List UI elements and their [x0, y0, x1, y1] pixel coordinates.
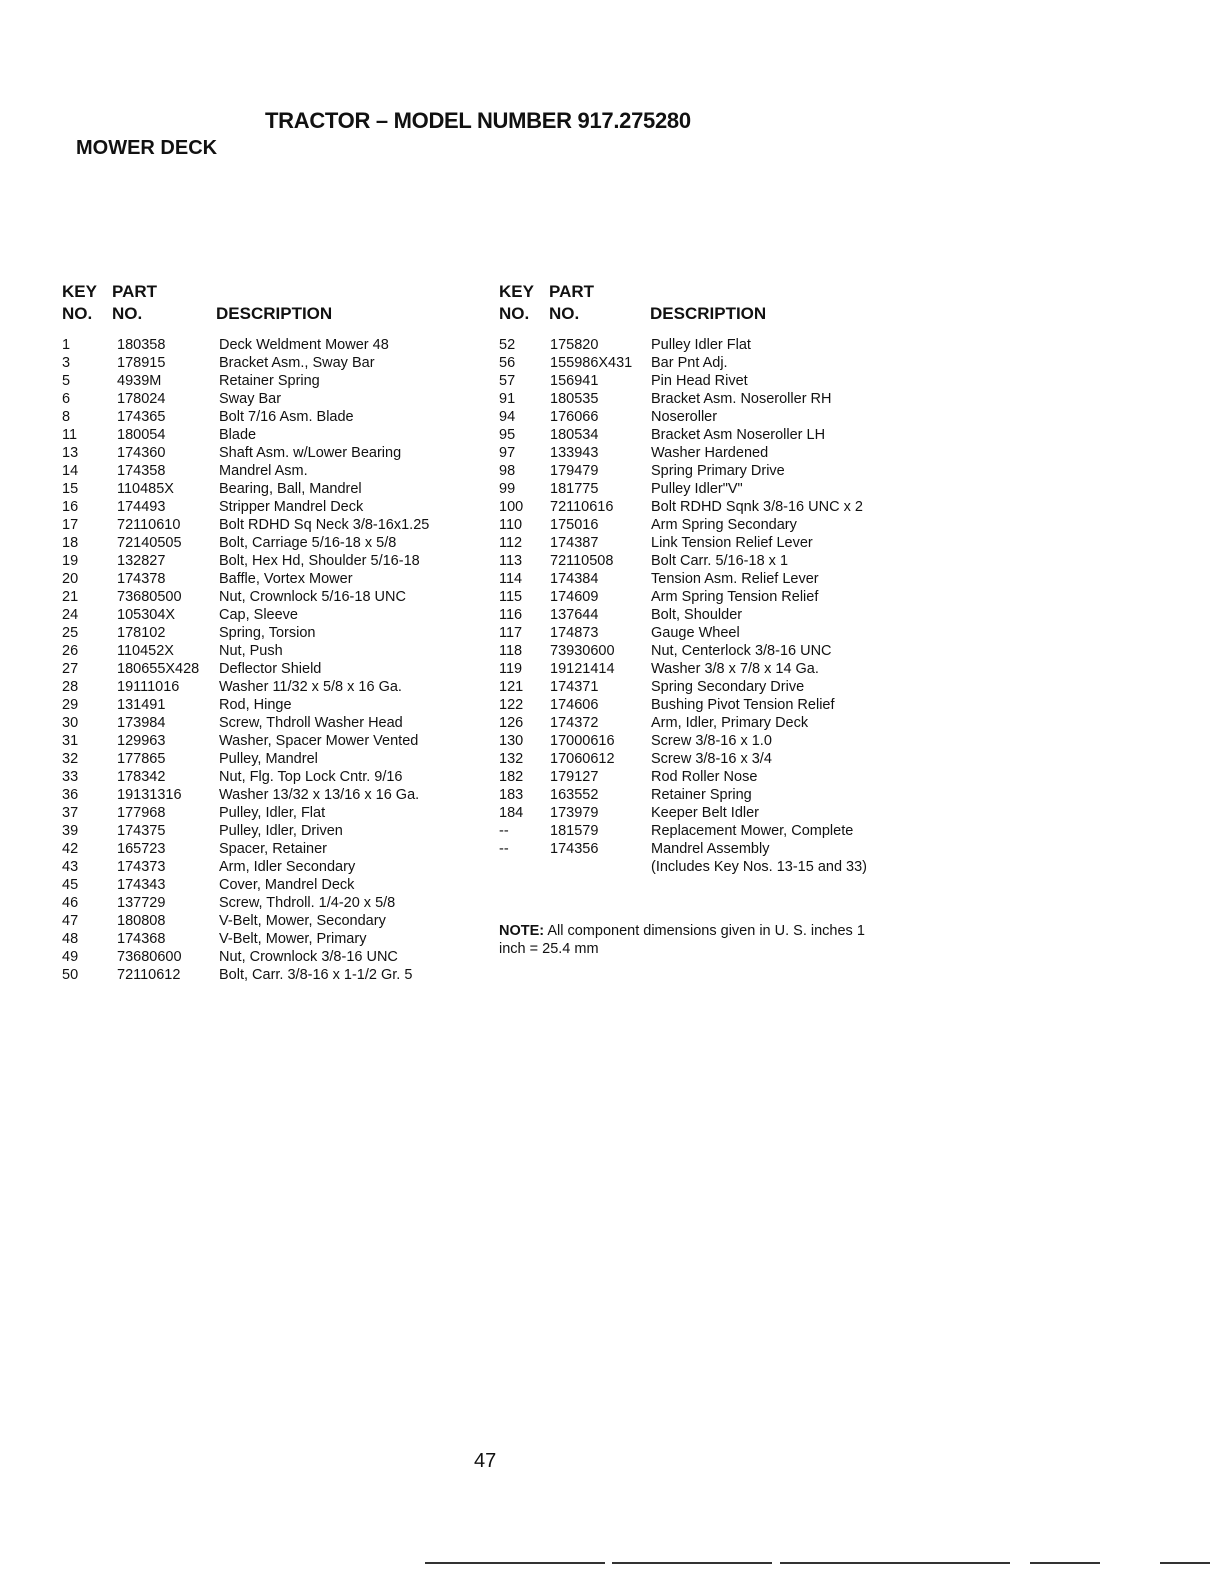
part-number: 173984: [117, 715, 166, 731]
key-number: 5: [62, 373, 71, 389]
key-number: 117: [499, 625, 523, 641]
part-number: 17000616: [550, 733, 615, 749]
page-number: 47: [474, 1450, 497, 1472]
part-number: 72140505: [117, 535, 182, 551]
footer-rule: [612, 1562, 772, 1564]
part-description: Washer 13/32 x 13/16 x 16 Ga.: [219, 787, 420, 803]
part-number: 174368: [117, 931, 166, 947]
part-description: Tension Asm. Relief Lever: [651, 571, 819, 587]
part-description: Cap, Sleeve: [219, 607, 298, 623]
part-description: Replacement Mower, Complete: [651, 823, 854, 839]
part-description: Spacer, Retainer: [219, 841, 328, 857]
key-number: --: [499, 823, 509, 839]
key-number: 16: [62, 499, 79, 515]
part-number: 110485X: [117, 481, 174, 497]
key-number: 47: [62, 913, 79, 929]
part-number: 155986X431: [550, 355, 633, 371]
key-number: --: [499, 841, 509, 857]
part-description: Nut, Crownlock 5/16-18 UNC: [219, 589, 406, 605]
part-description: Deck Weldment Mower 48: [219, 337, 389, 353]
part-number: 180808: [117, 913, 166, 929]
part-description: Bolt RDHD Sqnk 3/8-16 UNC x 2: [651, 499, 863, 515]
part-number: 181775: [550, 481, 599, 497]
part-number: 72110616: [550, 499, 614, 515]
part-number: 174609: [550, 589, 599, 605]
part-description: Screw, Thdroll Washer Head: [219, 715, 403, 731]
part-description: Arm, Idler Secondary: [219, 859, 356, 875]
part-header-line2: NO.: [549, 304, 580, 323]
part-description: Shaft Asm. w/Lower Bearing: [219, 445, 402, 461]
key-number: 43: [62, 859, 79, 875]
part-description: Arm Spring Secondary: [651, 517, 797, 533]
part-number: 177968: [117, 805, 166, 821]
part-number: 133943: [550, 445, 599, 461]
part-description: Sway Bar: [219, 391, 282, 407]
key-header-line1: KEY: [499, 282, 534, 301]
part-description: Pulley Idler Flat: [651, 337, 751, 353]
part-description: Bolt, Hex Hd, Shoulder 5/16-18: [219, 553, 420, 569]
key-number: 115: [499, 589, 523, 605]
part-number: 4939M: [117, 373, 162, 389]
key-number: 42: [62, 841, 79, 857]
part-number: 174365: [117, 409, 166, 425]
key-number: 30: [62, 715, 79, 731]
part-number: 73680500: [117, 589, 182, 605]
part-number: 174371: [550, 679, 599, 695]
part-number: 137729: [117, 895, 166, 911]
part-number: 178342: [117, 769, 166, 785]
key-number: 184: [499, 805, 524, 821]
part-number: 19131316: [117, 787, 182, 803]
part-number: 178102: [117, 625, 166, 641]
part-number: 180655X428: [117, 661, 200, 677]
part-description: Mandrel Asm.: [219, 463, 308, 479]
part-number: 174373: [117, 859, 166, 875]
key-number: 98: [499, 463, 516, 479]
key-number: 17: [62, 517, 79, 533]
part-description: (Includes Key Nos. 13-15 and 33): [651, 859, 868, 875]
part-number: 174493: [117, 499, 166, 515]
part-description: Gauge Wheel: [651, 625, 740, 641]
part-number: 174372: [550, 715, 599, 731]
part-description: Nut, Centerlock 3/8-16 UNC: [651, 643, 832, 659]
part-number: 175820: [550, 337, 599, 353]
part-number: 174356: [550, 841, 599, 857]
part-number: 19121414: [550, 661, 615, 677]
part-description: Pulley, Mandrel: [219, 751, 318, 767]
part-description: Washer, Spacer Mower Vented: [219, 733, 419, 749]
key-number: 52: [499, 337, 516, 353]
key-number: 113: [499, 553, 523, 569]
key-number: 21: [62, 589, 79, 605]
key-number: 32: [62, 751, 79, 767]
part-description: Keeper Belt Idler: [651, 805, 760, 821]
dimension-note: [499, 922, 879, 958]
part-description: Retainer Spring: [651, 787, 752, 803]
part-number: 174387: [550, 535, 599, 551]
part-number: 174606: [550, 697, 599, 713]
key-number: 116: [499, 607, 523, 623]
section-title: MOWER DECK: [76, 137, 218, 159]
key-number: 46: [62, 895, 79, 911]
part-number: 72110610: [117, 517, 181, 533]
key-number: 27: [62, 661, 79, 677]
part-number: 73680600: [117, 949, 182, 965]
key-number: 183: [499, 787, 524, 803]
part-number: 105304X: [117, 607, 176, 623]
part-description: Bushing Pivot Tension Relief: [651, 697, 835, 713]
key-number: 56: [499, 355, 516, 371]
part-description: Washer 11/32 x 5/8 x 16 Ga.: [219, 679, 402, 695]
part-number: 175016: [550, 517, 599, 533]
part-number: 174384: [550, 571, 599, 587]
key-number: 36: [62, 787, 79, 803]
part-number: 137644: [550, 607, 599, 623]
key-header-line1: KEY: [62, 282, 97, 301]
key-number: 182: [499, 769, 524, 785]
part-number: 179479: [550, 463, 599, 479]
part-description: Noseroller: [651, 409, 718, 425]
part-number: 110452X: [117, 643, 174, 659]
part-number: 174378: [117, 571, 166, 587]
part-description: Spring, Torsion: [219, 625, 316, 641]
part-description: Screw 3/8-16 x 1.0: [651, 733, 772, 749]
key-number: 15: [62, 481, 79, 497]
part-description: Bolt RDHD Sq Neck 3/8-16x1.25: [219, 517, 430, 533]
part-number: 72110612: [117, 967, 181, 983]
part-description: V-Belt, Mower, Primary: [219, 931, 367, 947]
part-number: 173979: [550, 805, 599, 821]
description-header: DESCRIPTION: [650, 304, 767, 323]
key-number: 57: [499, 373, 516, 389]
part-description: Bracket Asm., Sway Bar: [219, 355, 375, 371]
part-description: Link Tension Relief Lever: [651, 535, 813, 551]
part-number: 174375: [117, 823, 166, 839]
part-number: 178915: [117, 355, 166, 371]
key-number: 48: [62, 931, 79, 947]
part-description: Bolt Carr. 5/16-18 x 1: [651, 553, 789, 569]
part-description: Nut, Crownlock 3/8-16 UNC: [219, 949, 398, 965]
part-description: Rod Roller Nose: [651, 769, 758, 785]
part-description: Washer 3/8 x 7/8 x 14 Ga.: [651, 661, 819, 677]
part-description: Cover, Mandrel Deck: [219, 877, 355, 893]
part-number: 174873: [550, 625, 599, 641]
key-number: 29: [62, 697, 79, 713]
part-description: Bearing, Ball, Mandrel: [219, 481, 362, 497]
key-number: 11: [62, 427, 78, 443]
key-number: 99: [499, 481, 516, 497]
part-number: 174360: [117, 445, 166, 461]
part-number: 72110508: [550, 553, 614, 569]
key-number: 31: [62, 733, 79, 749]
part-description: Bolt 7/16 Asm. Blade: [219, 409, 354, 425]
key-number: 121: [499, 679, 524, 695]
description-header: DESCRIPTION: [216, 304, 333, 323]
key-number: 39: [62, 823, 79, 839]
key-number: 33: [62, 769, 79, 785]
key-number: 126: [499, 715, 524, 731]
key-number: 45: [62, 877, 79, 893]
footer-rule: [780, 1562, 1010, 1564]
key-number: 50: [62, 967, 79, 983]
part-number: 132827: [117, 553, 166, 569]
part-number: 178024: [117, 391, 166, 407]
part-number: 129963: [117, 733, 166, 749]
part-number: 156941: [550, 373, 599, 389]
key-number: 49: [62, 949, 79, 965]
key-header-line2: NO.: [499, 304, 530, 323]
part-description: Bolt, Shoulder: [651, 607, 743, 623]
key-number: 18: [62, 535, 79, 551]
key-number: 114: [499, 571, 523, 587]
part-description: Mandrel Assembly: [651, 841, 770, 857]
part-number: 176066: [550, 409, 599, 425]
part-number: 179127: [550, 769, 599, 785]
key-number: 100: [499, 499, 524, 515]
part-number: 177865: [117, 751, 166, 767]
part-header-line1: PART: [549, 282, 595, 301]
part-description: Pin Head Rivet: [651, 373, 748, 389]
footer-rule: [425, 1562, 605, 1564]
key-number: 20: [62, 571, 79, 587]
part-header-line2: NO.: [112, 304, 143, 323]
part-description: Bracket Asm Noseroller LH: [651, 427, 826, 443]
part-description: Spring Primary Drive: [651, 463, 785, 479]
part-description: Stripper Mandrel Deck: [219, 499, 364, 515]
part-description: Spring Secondary Drive: [651, 679, 805, 695]
part-header-line1: PART: [112, 282, 158, 301]
note-label: NOTE:: [499, 923, 545, 939]
note-text: All component dimensions given in U. S. inches 1 inch = 25.4 mm: [499, 923, 865, 957]
key-number: 119: [499, 661, 523, 677]
page-title: TRACTOR – MODEL NUMBER 917.275280: [265, 108, 691, 133]
key-number: 24: [62, 607, 79, 623]
part-number: 165723: [117, 841, 166, 857]
part-description: Washer Hardened: [651, 445, 769, 461]
key-number: 97: [499, 445, 516, 461]
part-description: Bar Pnt Adj.: [651, 355, 728, 371]
part-description: Bolt, Carriage 5/16-18 x 5/8: [219, 535, 397, 551]
key-number: 19: [62, 553, 79, 569]
part-description: Rod, Hinge: [219, 697, 292, 713]
key-number: 132: [499, 751, 524, 767]
part-description: Screw 3/8-16 x 3/4: [651, 751, 772, 767]
key-number: 118: [499, 643, 523, 659]
part-description: Screw, Thdroll. 1/4-20 x 5/8: [219, 895, 396, 911]
key-number: 28: [62, 679, 79, 695]
part-description: Nut, Flg. Top Lock Cntr. 9/16: [219, 769, 403, 785]
key-number: 94: [499, 409, 516, 425]
part-description: Baffle, Vortex Mower: [219, 571, 353, 587]
key-number: 6: [62, 391, 71, 407]
part-description: Blade: [219, 427, 257, 443]
part-description: Bracket Asm. Noseroller RH: [651, 391, 832, 407]
part-description: Bolt, Carr. 3/8-16 x 1-1/2 Gr. 5: [219, 967, 413, 983]
part-number: 73930600: [550, 643, 615, 659]
key-header-line2: NO.: [62, 304, 93, 323]
part-number: 19111016: [117, 679, 180, 695]
key-number: 3: [62, 355, 71, 371]
key-number: 13: [62, 445, 79, 461]
part-number: 180535: [550, 391, 599, 407]
key-number: 91: [499, 391, 516, 407]
part-description: V-Belt, Mower, Secondary: [219, 913, 386, 929]
footer-rule: [1030, 1562, 1100, 1564]
part-number: 131491: [117, 697, 166, 713]
part-description: Arm, Idler, Primary Deck: [651, 715, 809, 731]
key-number: 95: [499, 427, 516, 443]
key-number: 14: [62, 463, 79, 479]
key-number: 112: [499, 535, 523, 551]
key-number: 110: [499, 517, 523, 533]
key-number: 26: [62, 643, 79, 659]
key-number: 8: [62, 409, 71, 425]
part-number: 174343: [117, 877, 166, 893]
key-number: 25: [62, 625, 79, 641]
part-description: Pulley Idler"V": [651, 481, 743, 497]
part-number: 181579: [550, 823, 599, 839]
part-description: Pulley, Idler, Flat: [219, 805, 326, 821]
key-number: 37: [62, 805, 79, 821]
key-number: 130: [499, 733, 524, 749]
part-description: Nut, Push: [219, 643, 283, 659]
part-description: Deflector Shield: [219, 661, 322, 677]
part-number: 174358: [117, 463, 166, 479]
part-number: 180054: [117, 427, 166, 443]
part-number: 17060612: [550, 751, 615, 767]
part-number: 163552: [550, 787, 599, 803]
footer-rule: [1160, 1562, 1210, 1564]
key-number: 122: [499, 697, 524, 713]
part-description: Retainer Spring: [219, 373, 320, 389]
part-description: Arm Spring Tension Relief: [651, 589, 819, 605]
part-description: Pulley, Idler, Driven: [219, 823, 343, 839]
part-number: 180358: [117, 337, 166, 353]
part-number: 180534: [550, 427, 599, 443]
key-number: 1: [62, 337, 71, 353]
